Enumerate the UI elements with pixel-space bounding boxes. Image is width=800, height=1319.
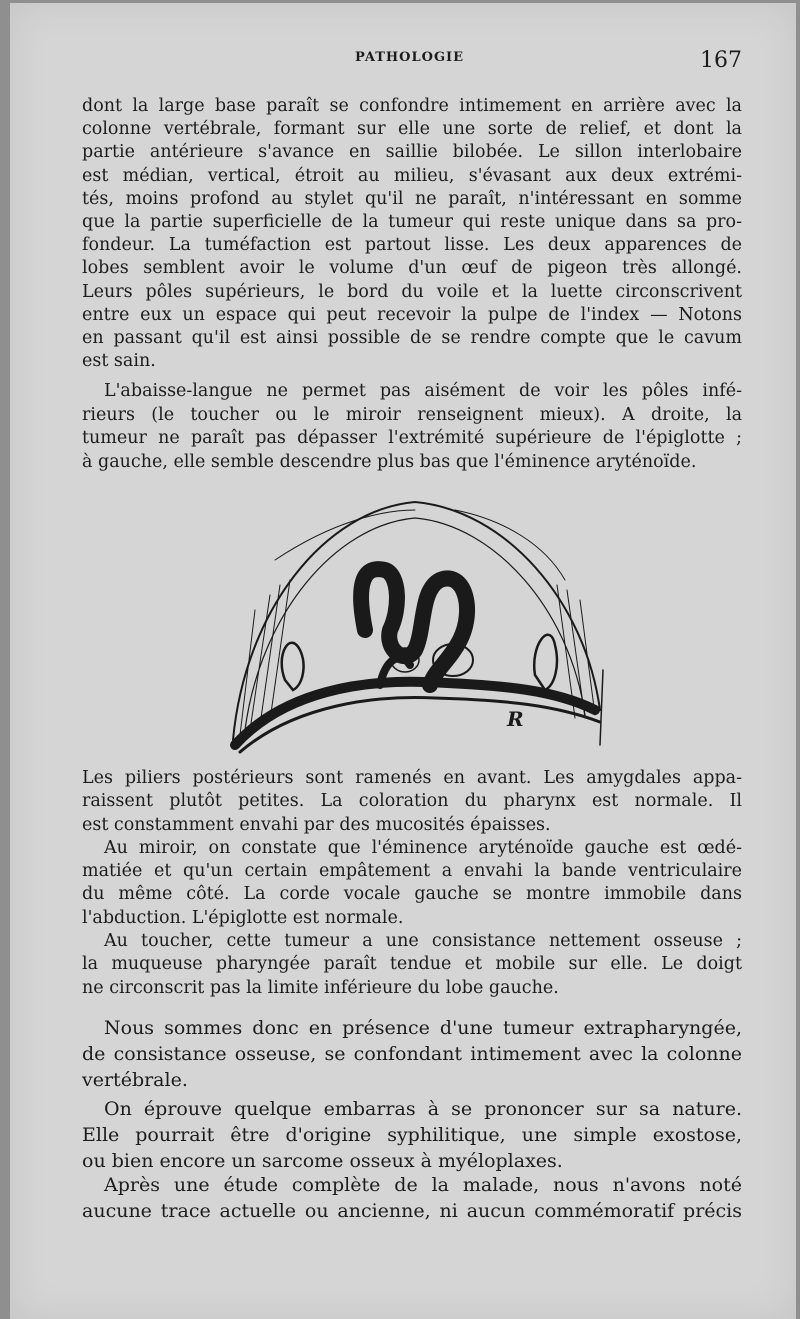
paragraph-tongue-depressor (82, 380, 742, 474)
text-line: tumeur ne paraît pas dépasser l'extrémité supérieure de l'épiglotte ; (82, 428, 742, 448)
paragraph-tumor-description (82, 95, 742, 373)
text-line: Après une étude complète de la malade, nous n'avons noté (104, 1174, 742, 1196)
text-line: à gauche, elle semble descendre plus bas que l'éminence aryténoïde. (82, 451, 697, 472)
text-line: Au toucher, cette tumeur a une consistance nettement osseuse ; (104, 931, 742, 952)
text-line: tés, moins profond au stylet qu'il ne paraît, n'intéressant en somme (82, 188, 742, 209)
text-line: aucune trace actuelle ou ancienne, ni aucun commémoratif précis (82, 1200, 742, 1222)
text-line: Elle pourrait être d'origine syphilitique, une simple exostose, (82, 1124, 742, 1146)
paragraph-conclusion (82, 1015, 742, 1093)
text-line: vertébrale. (82, 1069, 188, 1091)
paragraph-study (82, 1172, 742, 1224)
text-line: Leurs pôles supérieurs, le bord du voile et la luette circonscrivent (82, 281, 742, 302)
text-line: lobes semblent avoir le volume d'un œuf de pigeon très allongé. (82, 258, 742, 279)
text-line: l'abduction. L'épiglotte est normale. (82, 907, 404, 928)
pharynx-illustration (215, 490, 615, 760)
text-line: Au miroir, on constate que l'éminence aryténoïde gauche est œdé- (104, 837, 742, 858)
text-line: entre eux un espace qui peut recevoir la pulpe de l'index — Notons (82, 304, 742, 325)
text-line: Nous sommes donc en présence d'une tumeur extrapharyngée, (104, 1017, 742, 1039)
running-header: PATHOLOGIE (355, 50, 465, 65)
text-line: du même côté. La corde vocale gauche se montre immobile dans (82, 884, 742, 905)
text-line: raissent plutôt petites. La coloration du pharynx est normale. Il (82, 791, 742, 812)
text-line: ne circonscrit pas la limite inférieure du lobe gauche. (82, 977, 559, 998)
paragraph-nature (82, 1096, 742, 1174)
text-line: dont la large base paraît se confondre intimement en arrière avec la (82, 96, 742, 116)
text-line: L'abaisse-langue ne permet pas aisément de voir les pôles infé- (104, 381, 742, 401)
text-line: Les piliers postérieurs sont ramenés en avant. Les amygdales appa- (82, 768, 742, 788)
text-line: est constamment envahi par des mucosités épaisses. (82, 814, 551, 835)
page-number: 167 (700, 48, 742, 73)
text-line: ou bien encore un sarcome osseux à myéloplaxes. (82, 1150, 563, 1172)
text-line: de consistance osseuse, se confondant intimement avec la colonne (82, 1043, 742, 1065)
text-line: fondeur. La tuméfaction est partout lisse. Les deux apparences de (82, 235, 742, 256)
text-line: est médian, vertical, étroit au milieu, s'évasant aux deux extrémi- (82, 165, 742, 186)
text-line: que la partie superficielle de la tumeur qui reste unique dans sa pro- (82, 212, 742, 233)
text-line: rieurs (le toucher ou le miroir renseignent mieux). A droite, la (82, 404, 742, 425)
text-line: en passant qu'il est ainsi possible de se rendre compte que le cavum (82, 328, 742, 349)
text-line: la muqueuse pharyngée paraît tendue et mobile sur elle. Le doigt (82, 954, 742, 975)
text-line: On éprouve quelque embarras à se prononcer sur sa nature. (104, 1098, 742, 1120)
artist-signature: R (507, 707, 524, 731)
text-line: matiée et qu'un certain empâtement a envahi la bande ventriculaire (82, 861, 742, 882)
paragraph-examination (82, 767, 742, 1000)
text-line: est sain. (82, 351, 156, 372)
text-line: partie antérieure s'avance en saillie bilobée. Le sillon interlobaire (82, 142, 742, 163)
text-line: colonne vertébrale, formant sur elle une sorte de relief, et dont la (82, 119, 742, 140)
